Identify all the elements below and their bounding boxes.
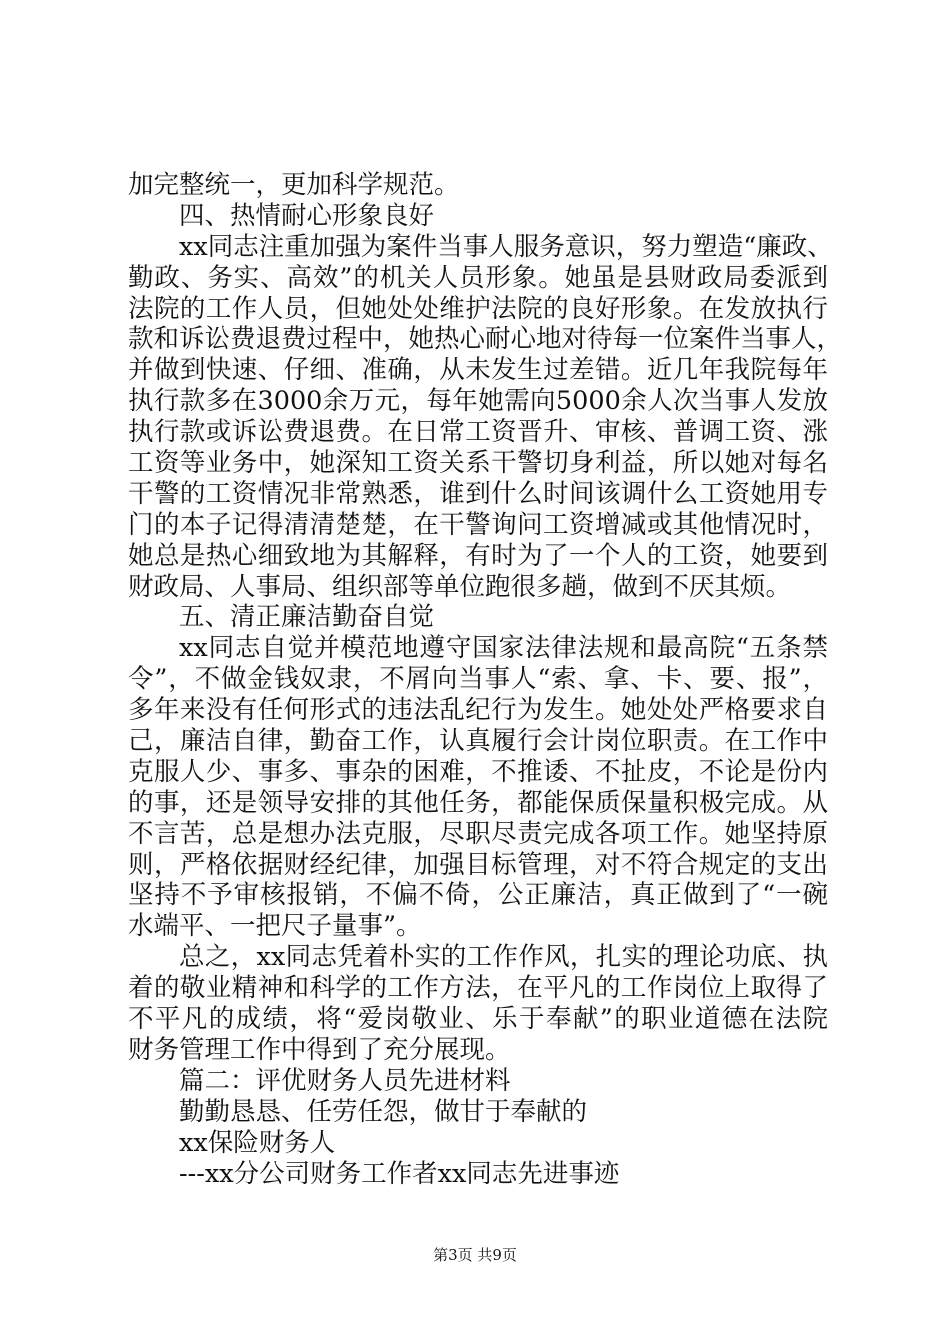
paragraph-line: 不平凡的成绩，将“爱岗敬业、乐于奉献”的职业道德在法院: [128, 1004, 828, 1035]
section-heading: 勤勤恳恳、任劳任怨，做甘于奉献的: [179, 1096, 588, 1127]
body-text: [128, 170, 843, 1189]
paragraph-line: 坚持不予审核报销，不偏不倚，公正廉洁，真正做到了“一碗: [128, 880, 828, 911]
paragraph-line: 财政局、人事局、组织部等单位跑很多趟，做到不厌其烦。: [128, 571, 792, 602]
paragraph-line: 干警的工资情况非常熟悉，谁到什么时间该调什么工资她用专: [128, 478, 828, 509]
paragraph-line: 财务管理工作中得到了充分展现。: [128, 1034, 511, 1065]
section-heading: 四、热情耐心形象良好: [179, 200, 435, 231]
paragraph-line: 她总是热心细致地为其解释，有时为了一个人的工资，她要到: [128, 540, 828, 571]
paragraph-line: 加完整统一，更加科学规范。: [128, 170, 460, 200]
paragraph-line: 令”，不做金钱奴隶，不屑向当事人“索、拿、卡、要、报”，: [128, 664, 828, 695]
paragraph-line: 不言苦，总是想办法克服，尽职尽责完成各项工作。她坚持原: [128, 818, 828, 849]
paragraph-line: 己，廉洁自律，勤奋工作，认真履行会计岗位职责。在工作中: [128, 726, 828, 757]
paragraph-line: 法院的工作人员，但她处处维护法院的良好形象。在发放执行: [128, 293, 828, 324]
section-heading: 篇二：评优财务人员先进材料: [179, 1065, 511, 1096]
section-heading: ---xx分公司财务工作者xx同志先进事迹: [179, 1158, 620, 1189]
paragraph-line: 多年来没有任何形式的违法乱纪行为发生。她处处严格要求自: [128, 695, 828, 726]
paragraph-line: 克服人少、事多、事杂的困难，不推诿、不扯皮，不论是份内: [128, 756, 828, 787]
paragraph-line: xx同志注重加强为案件当事人服务意识，努力塑造“廉政、: [179, 231, 833, 262]
paragraph-line: 款和诉讼费退费过程中，她热心耐心地对待每一位案件当事人，: [128, 324, 843, 355]
section-heading: 五、清正廉洁勤奋自觉: [179, 602, 435, 633]
paragraph-line: 并做到快速、仔细、准确，从未发生过差错。近几年我院每年: [128, 355, 828, 386]
paragraph-line: 的事，还是领导安排的其他任务，都能保质保量积极完成。从: [128, 787, 828, 818]
paragraph-line: 则，严格依据财经纪律，加强目标管理，对不符合规定的支出: [128, 849, 828, 880]
paragraph-line: xx同志自觉并模范地遵守国家法律法规和最高院“五条禁: [179, 633, 828, 664]
page-footer: 第3页 共9页: [433, 1246, 517, 1264]
paragraph-line: 工资等业务中，她深知工资关系干警切身利益，所以她对每名: [128, 448, 828, 479]
paragraph-line: 门的本子记得清清楚楚，在干警询问工资增减或其他情况时，: [128, 509, 828, 540]
paragraph-line: 勤政、务实、高效”的机关人员形象。她虽是县财政局委派到: [128, 262, 828, 293]
paragraph-line: 水端平、一把尺子量事”。: [128, 911, 422, 942]
paragraph-line: 总之，xx同志凭着朴实的工作作风，扎实的理论功底、执: [179, 942, 828, 973]
paragraph-line: 执行款多在3000余万元，每年她需向5000余人次当事人发放: [128, 386, 828, 417]
paragraph-line: 执行款或诉讼费退费。在日常工资晋升、审核、普调工资、涨: [128, 417, 828, 448]
section-heading: xx保险财务人: [179, 1127, 336, 1158]
paragraph-line: 着的敬业精神和科学的工作方法，在平凡的工作岗位上取得了: [128, 973, 828, 1004]
